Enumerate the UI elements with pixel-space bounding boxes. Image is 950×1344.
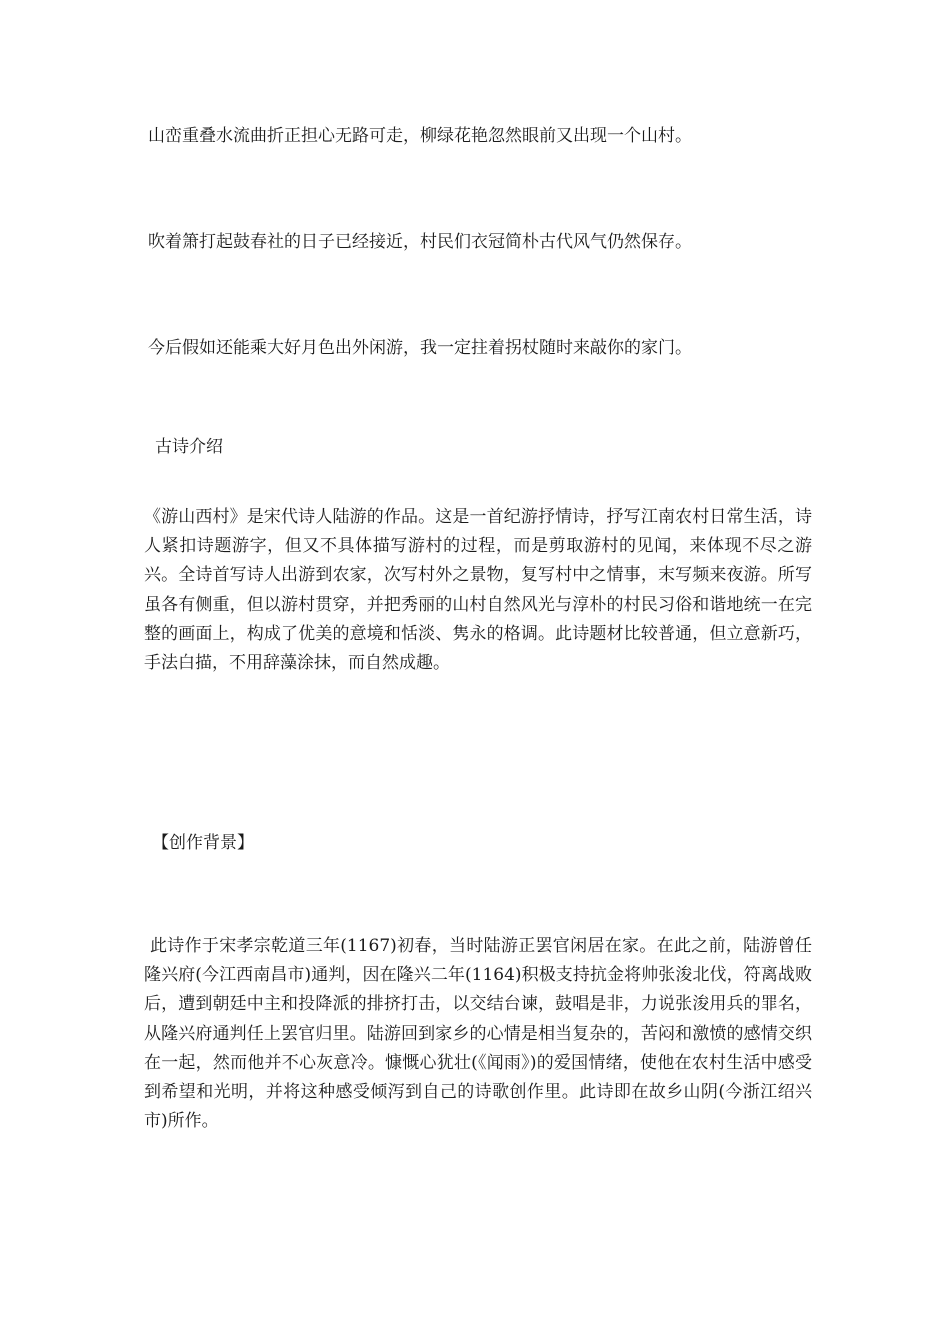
translation-line-2: 吹着箫打起鼓春社的日子已经接近，村民们衣冠简朴古代风气仍然保存。 — [148, 232, 692, 252]
intro-paragraph: 《游山西村》是宋代诗人陆游的作品。这是一首纪游抒情诗，抒写江南农村日常生活，诗人紧扣诗题游字，但又不具体描写游村的过程，而是剪取游村的见闻，来体现不尽之游兴。全诗首写诗人出游到农家，次写村外之景物，复写村中之情事，末写频来夜游。所写虽各有侧重，但以游村贯穿，并把秀丽的山村自然风光与淳朴的村民习俗和谐地统一在完整的画面上，构成了优美的意境和恬淡、隽永的格调。此诗题材比较普通，但立意新巧，手法白描，不用辞藻涂抹，而自然成趣。 — [144, 507, 812, 674]
section-heading-intro: 古诗介绍 — [155, 437, 223, 457]
section-heading-background: 【创作背景】 — [152, 833, 254, 853]
translation-line-1: 山峦重叠水流曲折正担心无路可走，柳绿花艳忽然眼前又出现一个山村。 — [148, 126, 692, 146]
translation-line-3: 今后假如还能乘大好月色出外闲游，我一定拄着拐杖随时来敲你的家门。 — [148, 338, 692, 358]
background-paragraph: 此诗作于宋孝宗乾道三年(1167)初春，当时陆游正罢官闲居在家。在此之前，陆游曾任隆兴府(今江西南昌市)通判，因在隆兴二年(1164)积极支持抗金将帅张浚北伐，符离战败后，遭到朝廷中主和投降派的排挤打击，以交结台谏，鼓唱是非，力说张浚用兵的罪名，从隆兴府通判任上罢官归里。陆游回到家乡的心情是相当复杂的，苦闷和激愤的感情交织在一起，然而他并不心灰意冷。慷慨心犹壮(《闻雨》)的爱国情绪，使他在农村生活中感受到希望和光明，并将这种感受倾泻到自己的诗歌创作里。此诗即在故乡山阴(今浙江绍兴市)所作。 — [144, 936, 812, 1132]
